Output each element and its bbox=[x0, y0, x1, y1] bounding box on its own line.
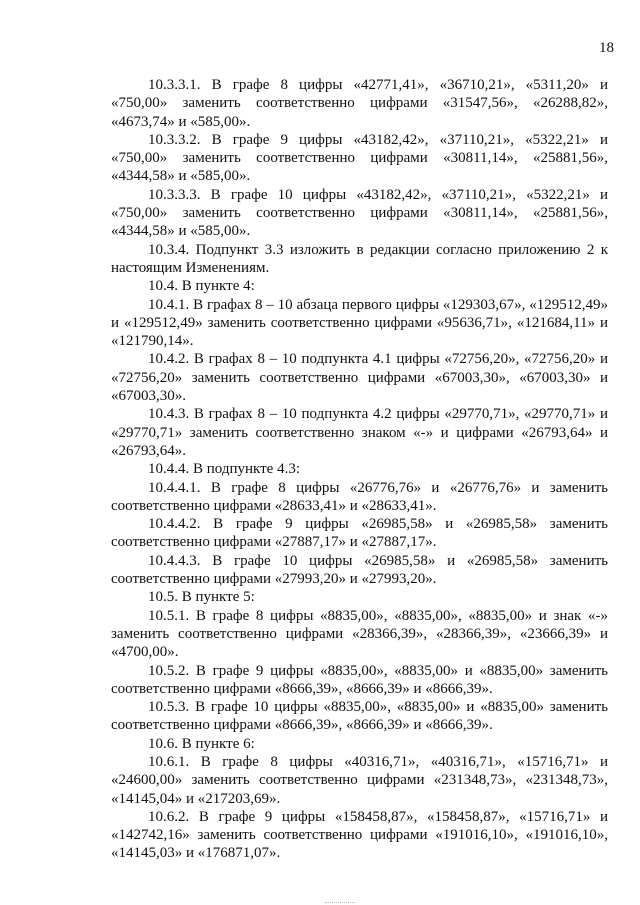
paragraph-10-6-1: 10.6.1. В графе 8 цифры «40316,71», «40316,71», «15716,71» и «24600,00» заменить соответственно цифрами «231348,73», «231348,73», «14145,04» и «217203,69». bbox=[111, 753, 608, 807]
paragraph-10-6-2: 10.6.2. В графе 9 цифры «158458,87», «158458,87», «15716,71» и «142742,16» заменить соответственно цифрами «191016,10», «191016,10», «14145,03» и «176871,07». bbox=[111, 808, 608, 862]
paragraph-10-4-4-3: 10.4.4.3. В графе 10 цифры «26985,58» и «26985,58» заменить соответственно цифрами «27993,20» и «27993,20». bbox=[111, 552, 608, 588]
paragraph-10-4-2: 10.4.2. В графах 8 – 10 подпункта 4.1 цифры «72756,20», «72756,20» и «72756,20» заменить соответственно цифрами «67003,30», «67003,30» и «67003,30». bbox=[111, 351, 608, 405]
paragraph-10-4-3: 10.4.3. В графах 8 – 10 подпункта 4.2 цифры «29770,71», «29770,71» и «29770,71» заменить соответственно знаком «-» и цифрами «26793,64» и «26793,64». bbox=[111, 406, 608, 459]
paragraph-10-4: 10.4. В пункте 4: bbox=[148, 278, 255, 295]
paragraph-10-5-3: 10.5.3. В графе 10 цифры «8835,00», «8835,00» и «8835,00» заменить соответственно цифрами «8666,39», «8666,39» и «8666,39». bbox=[111, 699, 608, 734]
paragraph-10-4-1: 10.4.1. В графах 8 – 10 абзаца первого цифры «129303,67», «129512,49» и «129512,49» заменить соответственно цифрами «95636,71», «121684,11» и «121790,14». bbox=[111, 296, 608, 350]
page-number: 18 bbox=[599, 40, 614, 56]
paragraph-10-4-4-1: 10.4.4.1. В графе 8 цифры «26776,76» и «26776,76» и заменить соответственно цифрами «28633,41» и «28633,41». bbox=[111, 479, 608, 514]
document-body bbox=[111, 76, 608, 863]
paragraph-10-3-3-3: 10.3.3.3. В графе 10 цифры «43182,42», «37110,21», «5322,21» и «750,00» заменить соответственно цифрами «30811,14», «25881,56», «4344,58» и «585,00». bbox=[111, 186, 608, 240]
paragraph-10-4-4-2: 10.4.4.2. В графе 9 цифры «26985,58» и «26985,58» заменить соответственно цифрами «27887,17» и «27887,17». bbox=[111, 516, 608, 551]
paragraph-10-5-1: 10.5.1. В графе 8 цифры «8835,00», «8835,00», «8835,00» и знак «-» заменить соответственно цифрами «28366,39», «28366,39», «23666,39» и «4700,00». bbox=[111, 607, 608, 661]
paragraph-10-4-4: 10.4.4. В подпункте 4.3: bbox=[148, 461, 301, 478]
paragraph-10-3-3-1: 10.3.3.1. В графе 8 цифры «42771,41», «36710,21», «5311,20» и «750,00» заменить соответственно цифрами «31547,56», «26288,82», «4673,74» и «585,00». bbox=[111, 77, 608, 130]
paragraph-10-5-2: 10.5.2. В графе 9 цифры «8835,00», «8835,00» и «8835,00» заменить соответственно цифрами «8666,39», «8666,39» и «8666,39». bbox=[111, 662, 608, 697]
paragraph-10-6: 10.6. В пункте 6: bbox=[148, 735, 255, 752]
paragraph-10-3-3-2: 10.3.3.2. В графе 9 цифры «43182,42», «37110,21», «5322,21» и «750,00» заменить соответственно цифрами «30811,14», «25881,56», «4344,58» и «585,00». bbox=[111, 131, 608, 185]
paragraph-10-5: 10.5. В пункте 5: bbox=[148, 589, 255, 606]
paragraph-10-3-4: 10.3.4. Подпункт 3.3 изложить в редакции согласно приложению 2 к настоящим Изменениям. bbox=[111, 241, 608, 276]
